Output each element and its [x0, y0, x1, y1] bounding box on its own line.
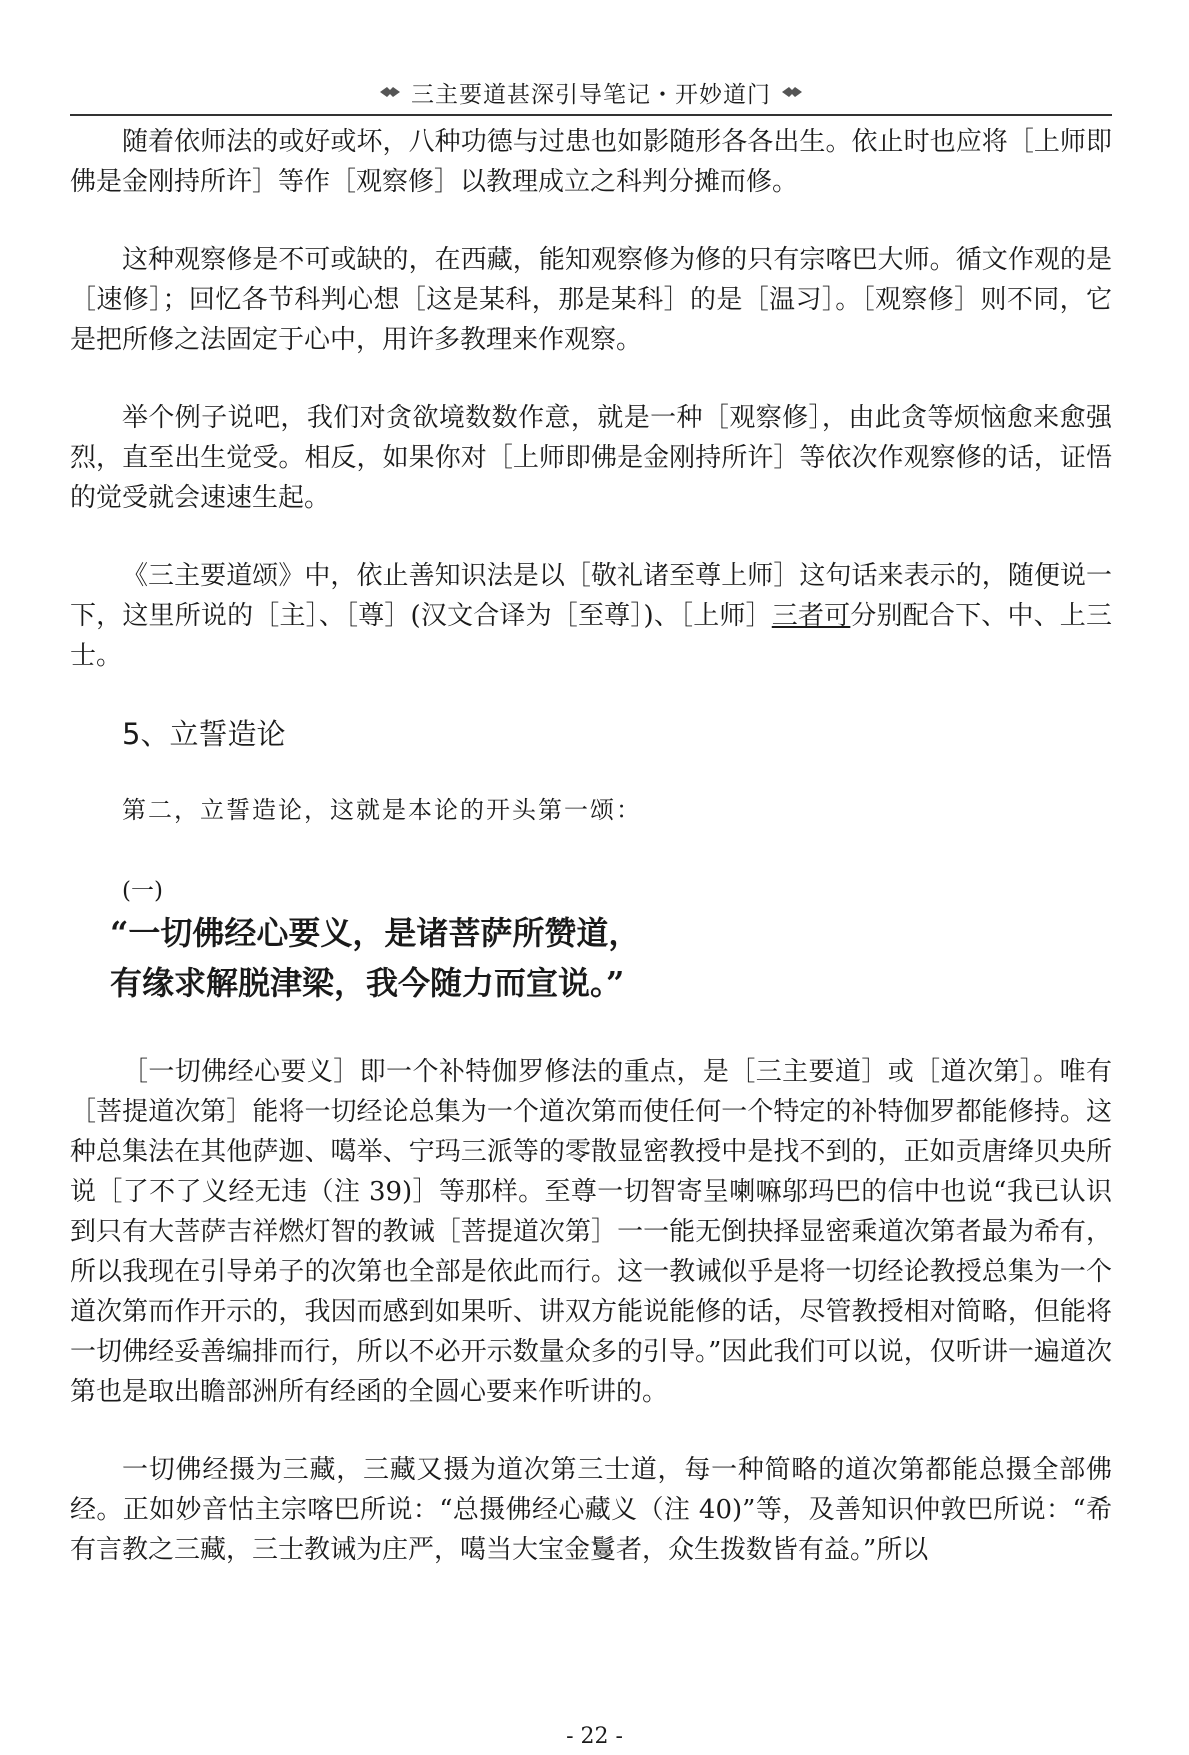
- paragraph-4-text-a: 《三主要道颂》中，依止善知识法是以［敬礼诸至尊上师］这句话来表示的，随便说一下，这里所说的［主］、［尊］(汉文合译为［至尊］)、［上师］: [70, 561, 1112, 631]
- section-heading: 5、立誓造论: [122, 717, 286, 751]
- root-verse: [110, 908, 1112, 1008]
- header-title: 三主要道甚深引导笔记・开妙道门: [411, 81, 771, 108]
- verse-line-1: “一切佛经心要义，是诸菩萨所赞道，: [110, 914, 641, 952]
- paragraph-3: 举个例子说吧，我们对贪欲境数数作意，就是一种［观察修］，由此贪等烦恼愈来愈强烈，直至出生觉受。相反，如果你对［上师即佛是金刚持所许］等依次作观察修的话，证悟的觉受就会速速生起。: [70, 403, 1112, 513]
- running-header: [70, 70, 1112, 116]
- ornament-left-icon: [379, 85, 401, 99]
- paragraph-1: 随着依师法的或好或坏，八种功德与过患也如影随形各各出生。依止时也应将［上师即佛是金刚持所许］等作［观察修］以教理成立之科判分摊而修。: [70, 127, 1112, 197]
- paragraph-2: 这种观察修是不可或缺的，在西藏，能知观察修为修的只有宗喀巴大师。循文作观的是［速修］；回忆各节科判心想［这是某科，那是某科］的是［温习］。［观察修］则不同，它是把所修之法固定于心中，用许多教理来作观察。: [70, 245, 1112, 355]
- paragraph-5: ［一切佛经心要义］即一个补特伽罗修法的重点，是［三主要道］或［道次第］。唯有［菩提道次第］能将一切经论总集为一个道次第而使任何一个特定的补特伽罗都能修持。这种总集法在其他萨迦、噶举、宁玛三派等的零散显密教授中是找不到的，正如贡唐绛贝央所说［了不了义经无违（注 39)］等那样。至尊一切智寄呈喇嘛邬玛巴的信中也说“我已认识到只有大菩萨吉祥燃灯智的教诫［菩提道次第］一一能无倒抉择显密乘道次第者最为希有，所以我现在引导弟子的次第也全部是依此而行。这一教诫似乎是将一切经论教授总集为一个道次第而作开示的，我因而感到如果听、讲双方能说能修的话，尽管教授相对简略，但能将一切佛经妥善编排而行，所以不必开示数量众多的引导。”因此我们可以说，仅听讲一遍道次第也是取出瞻部洲所有经函的全圆心要来作听讲的。: [70, 1057, 1112, 1407]
- page-body: [70, 122, 1112, 1608]
- ornament-right-icon: [781, 85, 803, 99]
- verse-intro: 第二，立誓造论，这就是本论的开头第一颂：: [122, 796, 642, 824]
- paragraph-4: [70, 556, 1112, 676]
- paragraph-4-underlined: 三者可: [771, 601, 851, 631]
- paragraph-4-text-b: 分别配合下、中、上三士。: [70, 601, 1112, 671]
- paragraph-6: 一切佛经摄为三藏，三藏又摄为道次第三士道，每一种简略的道次第都能总摄全部佛经。正如妙音怙主宗喀巴所说：“总摄佛经心藏义（注 40)”等，及善知识仲敦巴所说：“希有言教之三藏，三士教诫为庄严，噶当大宝金鬘者，众生拨数皆有益。”所以: [70, 1455, 1112, 1565]
- verse-line-2: 有缘求解脱津梁，我今随力而宣说。”: [110, 964, 625, 1002]
- verse-number: (一): [122, 878, 163, 904]
- page-number: - 22 -: [566, 1724, 623, 1749]
